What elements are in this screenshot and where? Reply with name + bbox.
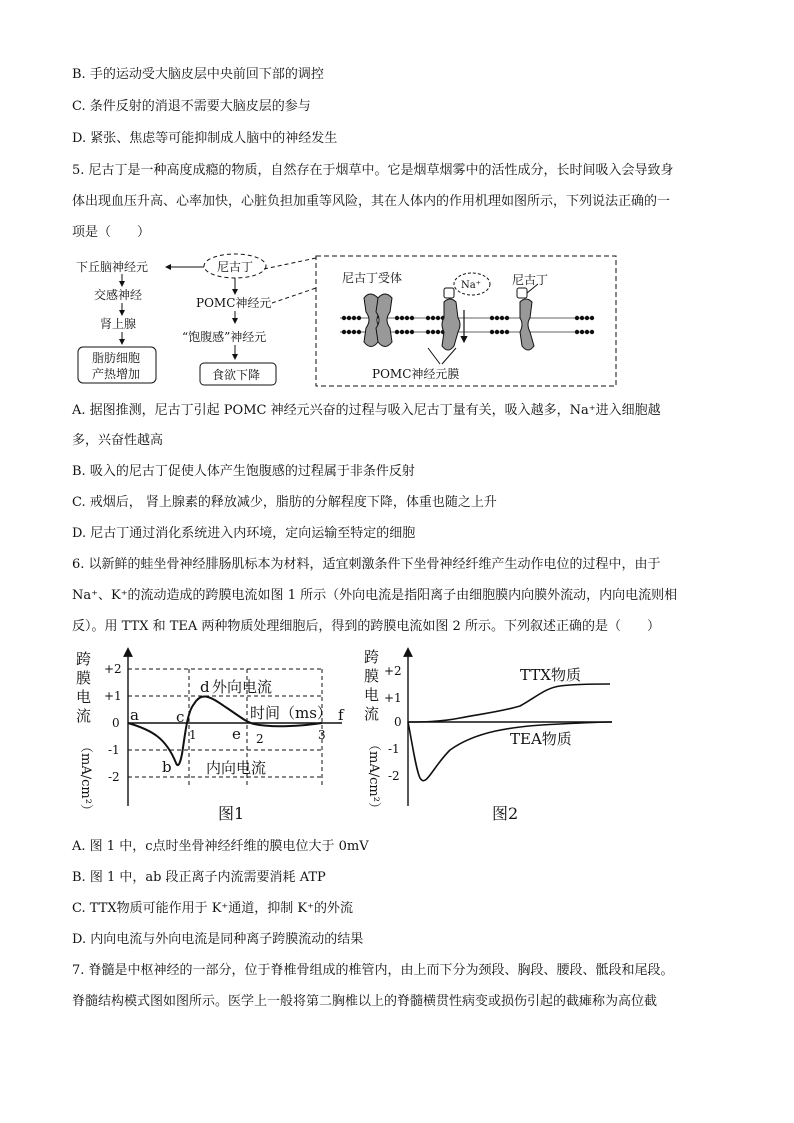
q4-option-c: C. 条件反射的消退不需要大脑皮层的参与 [72, 99, 311, 114]
svg-text:-1: -1 [388, 742, 400, 756]
membrane-label: POMC神经元膜 [372, 367, 460, 381]
svg-text:流: 流 [76, 707, 92, 725]
svg-text:-2: -2 [108, 770, 120, 784]
q6-option-b: B. 图 1 中，ab 段正离子内流需要消耗 ATP [72, 870, 326, 885]
svg-text:e: e [232, 725, 241, 743]
dashed-connector-top [264, 258, 316, 269]
q4-option-b: B. 手的运动受大脑皮层中央前回下部的调控 [72, 67, 324, 82]
fig1-caption: 图1 [218, 804, 245, 823]
fig1-time-label: 时间（ms） [250, 704, 332, 722]
receptor-open-left [442, 299, 460, 350]
nicotine-inset-label: 尼古丁 [512, 273, 549, 287]
svg-text:f: f [338, 706, 344, 724]
figure-2-current-graph [360, 646, 630, 826]
appetite-label: 食欲下降 [212, 368, 261, 382]
svg-text:电: 电 [364, 686, 380, 704]
satiety-label: “饱腹感”神经元 [182, 330, 267, 344]
svg-text:2: 2 [256, 732, 264, 746]
svg-text:+2: +2 [384, 664, 402, 678]
fig1-yticks [104, 662, 122, 784]
q5-option-c: C. 戒烟后， 肾上腺素的释放减少，脂肪的分解程度下降，体重也随之上升 [72, 495, 497, 510]
q6-option-a: A. 图 1 中，c点时坐骨神经纤维的膜电位大于 0mV [72, 839, 369, 854]
svg-text:d: d [200, 678, 210, 696]
svg-text:流: 流 [364, 705, 380, 723]
q6-option-c: C. TTX物质可能作用于 K⁺通道，抑制 K⁺的外流 [72, 901, 353, 916]
svg-text:3: 3 [318, 728, 326, 742]
svg-text:1: 1 [189, 728, 197, 742]
svg-text:0: 0 [394, 715, 402, 729]
svg-text:电: 电 [76, 688, 92, 706]
receptor-open-right [520, 299, 534, 350]
q5-stem-line-2: 体出现血压升高、心率加快，心脏负担加重等风险，其在人体内的作用机理如图所示，下列说法正确的一 [72, 194, 671, 209]
sympathetic-label: 交感神经 [94, 288, 143, 302]
na-ion-label: Na⁺ [461, 280, 481, 291]
heat-label: 产热增加 [92, 367, 141, 381]
svg-text:a: a [130, 706, 139, 724]
pomc-label: POMC神经元 [196, 296, 272, 310]
svg-text:（mA/cm²）: （mA/cm²） [366, 738, 381, 815]
receptor-closed-right [376, 294, 392, 347]
q6-stem-line-2: Na⁺、K⁺的流动造成的跨膜电流如图 1 所示（外向电流是指阳离子由细胞膜内向膜外流动，内向电流则相 [72, 588, 678, 603]
nicotine-bound-left [444, 288, 454, 298]
svg-text:+1: +1 [104, 689, 122, 703]
q5-stem-line-1: 5. 尼古丁是一种高度成瘾的物质，自然存在于烟草中。它是烟草烟雾中的活性成分，长时间吸入会导致身 [72, 163, 674, 178]
receptor-label: 尼古丁受体 [342, 271, 403, 285]
membrane-pointer-1 [428, 348, 440, 364]
q6-option-d: D. 内向电流与外向电流是同种离子跨膜流动的结果 [72, 932, 364, 947]
svg-text:跨: 跨 [364, 648, 380, 666]
svg-text:c: c [176, 708, 185, 726]
dashed-connector-bottom [272, 288, 316, 303]
svg-text:-2: -2 [388, 769, 400, 783]
q6-stem-line-3: 反）。用 TTX 和 TEA 两种物质处理细胞后，得到的跨膜电流如图 2 所示。下列叙述正确的是（ ） [72, 619, 660, 634]
svg-text:膜: 膜 [364, 667, 380, 685]
fig2-ttx-curve [408, 684, 610, 722]
fig1-inward-label: 内向电流 [206, 759, 267, 777]
svg-text:+1: +1 [384, 691, 402, 705]
svg-text:-1: -1 [108, 743, 120, 757]
q7-stem-line-2: 脊髓结构模式图如图所示。医学上一般将第二胸椎以上的脊髓横贯性病变或损伤引起的截瘫称为高位截 [72, 994, 658, 1009]
nicotine-bound-right [517, 288, 527, 298]
svg-text:跨: 跨 [76, 650, 92, 668]
svg-text:膜: 膜 [76, 669, 92, 687]
q5-option-b: B. 吸入的尼古丁促使人体产生饱腹感的过程属于非条件反射 [72, 464, 415, 479]
fig1-ylabel [76, 650, 93, 817]
fig1-xticks [189, 728, 326, 746]
hypothalamus-label: 下丘脑神经元 [76, 260, 149, 274]
q5-stem-line-3: 项是（ ） [72, 225, 151, 240]
fig2-tea-label: TEA物质 [510, 730, 572, 748]
svg-text:（mA/cm²）: （mA/cm²） [78, 740, 93, 817]
q7-stem-line-1: 7. 脊髓是中枢神经的一部分，位于脊椎骨组成的椎管内，由上而下分为颈段、胸段、腰段、骶段和尾段。 [72, 963, 674, 978]
q5-option-a-line-1: A. 据图推测，尼古丁引起 POMC 神经元兴奋的过程与吸入尼古丁量有关，吸入越多，Na⁺进入细胞越 [72, 403, 661, 418]
q6-stem-line-1: 6. 以新鲜的蛙坐骨神经腓肠肌标本为材料，适宜刺激条件下坐骨神经纤维产生动作电位的过程中，由于 [72, 557, 661, 572]
q4-option-d: D. 紧张、焦虑等可能抑制成人脑中的神经发生 [72, 131, 338, 146]
adrenal-label: 肾上腺 [100, 317, 137, 331]
svg-text:0: 0 [112, 716, 120, 730]
nicotine-mechanism-diagram [72, 250, 632, 390]
fig2-ylabel [364, 648, 381, 815]
fig2-caption: 图2 [492, 804, 519, 823]
svg-text:b: b [162, 758, 172, 776]
fig1-outward-label: 外向电流 [212, 678, 273, 696]
figure-1-current-graph [72, 646, 352, 826]
fig2-yticks [384, 664, 402, 783]
fig2-ttx-label: TTX物质 [520, 666, 581, 684]
q5-option-d: D. 尼古丁通过消化系统进入内环境，定向运输至特定的细胞 [72, 526, 416, 541]
svg-text:+2: +2 [104, 662, 122, 676]
nicotine-label: 尼古丁 [217, 260, 254, 274]
q5-option-a-line-2: 多，兴奋性越高 [72, 433, 164, 448]
fat-cell-label: 脂肪细胞 [92, 351, 141, 365]
